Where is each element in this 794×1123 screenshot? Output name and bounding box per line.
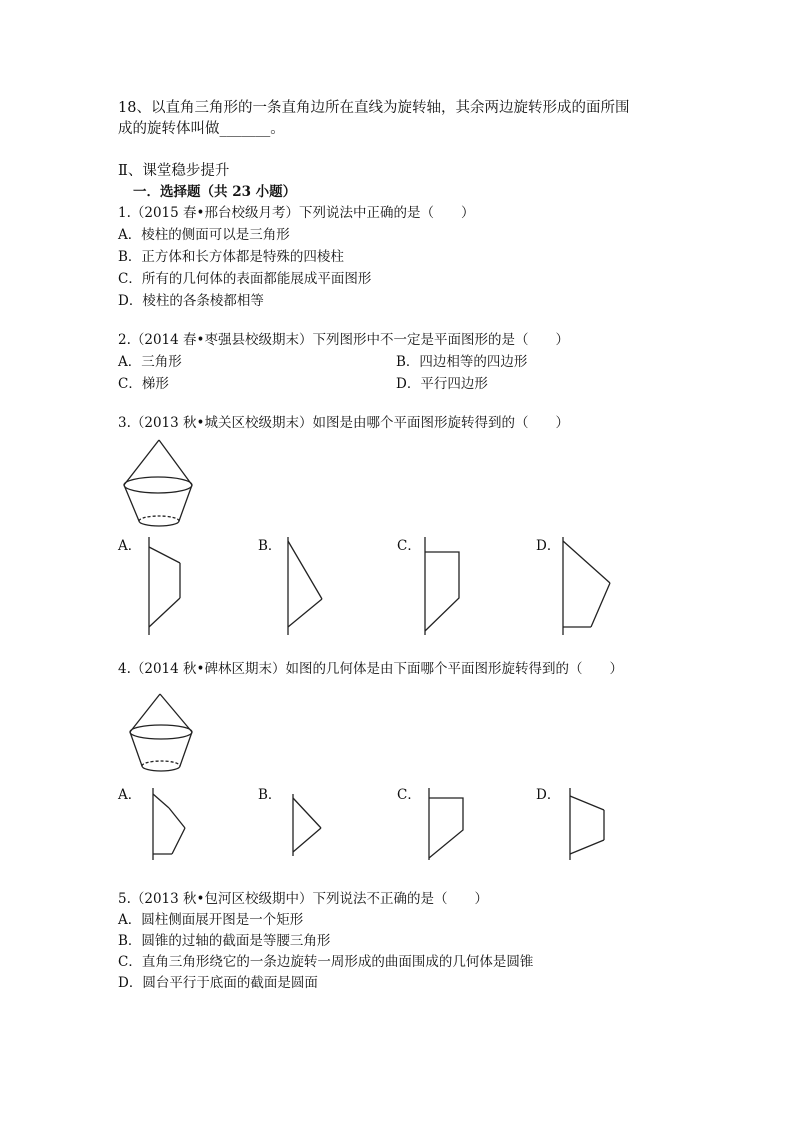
q1-option-d: D．棱柱的各条棱都相等 <box>118 293 264 309</box>
q2-option-b: B．四边相等的四边形 <box>396 354 528 370</box>
q3-option-a-figure <box>140 535 190 637</box>
q3-option-d-label: D． <box>536 538 561 554</box>
q4-option-d-figure <box>563 786 613 862</box>
q4-option-a-label: A． <box>118 787 142 803</box>
q4-option-b-figure <box>285 790 333 858</box>
q1-stem: 1.（2015 春•邢台校级月考）下列说法中正确的是（ ） <box>118 205 475 221</box>
q3-solid-figure <box>115 436 205 531</box>
q18-line2: 成的旋转体叫做_______。 <box>118 121 285 137</box>
q3-option-c-label: C． <box>397 538 421 554</box>
q1-option-b: B．正方体和长方体都是特殊的四棱柱 <box>118 249 344 265</box>
section-title: Ⅱ、课堂稳步提升 <box>118 163 230 179</box>
q2-option-c: C．梯形 <box>118 376 169 392</box>
q2-option-d: D．平行四边形 <box>396 376 488 392</box>
section-subtitle: 一．选择题（共 23 小题） <box>133 184 297 200</box>
q4-option-c-label: C． <box>397 787 421 803</box>
q4-stem: 4.（2014 秋•碑林区期末）如图的几何体是由下面哪个平面图形旋转得到的（ ） <box>118 661 623 677</box>
q5-stem: 5.（2013 秋•包河区校级期中）下列说法不正确的是（ ） <box>118 891 488 907</box>
q4-solid-figure <box>120 682 202 777</box>
q3-option-c-figure <box>418 535 468 637</box>
q4-option-c-figure <box>423 786 471 862</box>
q5-option-b: B．圆锥的过轴的截面是等腰三角形 <box>118 933 331 949</box>
q5-option-d: D．圆台平行于底面的截面是圆面 <box>118 975 318 991</box>
q3-option-d-figure <box>555 535 615 637</box>
q2-option-a: A．三角形 <box>118 354 182 370</box>
q3-option-b-figure <box>280 535 330 637</box>
q5-option-c: C．直角三角形绕它的一条边旋转一周形成的曲面围成的几何体是圆锥 <box>118 954 534 970</box>
q4-option-a-figure <box>145 786 193 862</box>
q3-stem: 3.（2013 秋•城关区校级期末）如图是由哪个平面图形旋转得到的（ ） <box>118 415 569 431</box>
q1-option-a: A．棱柱的侧面可以是三角形 <box>118 227 290 243</box>
q2-stem: 2.（2014 春•枣强县校级期末）下列图形中不一定是平面图形的是（ ） <box>118 332 569 348</box>
q4-option-d-label: D． <box>536 787 561 803</box>
q3-option-b-label: B． <box>258 538 282 554</box>
q1-option-c: C．所有的几何体的表面都能展成平面图形 <box>118 271 372 287</box>
q3-option-a-label: A． <box>118 538 142 554</box>
q18-line1: 18、以直角三角形的一条直角边所在直线为旋转轴，其余两边旋转形成的面所围 <box>118 100 630 116</box>
q5-option-a: A．圆柱侧面展开图是一个矩形 <box>118 912 304 928</box>
q4-option-b-label: B． <box>258 787 282 803</box>
